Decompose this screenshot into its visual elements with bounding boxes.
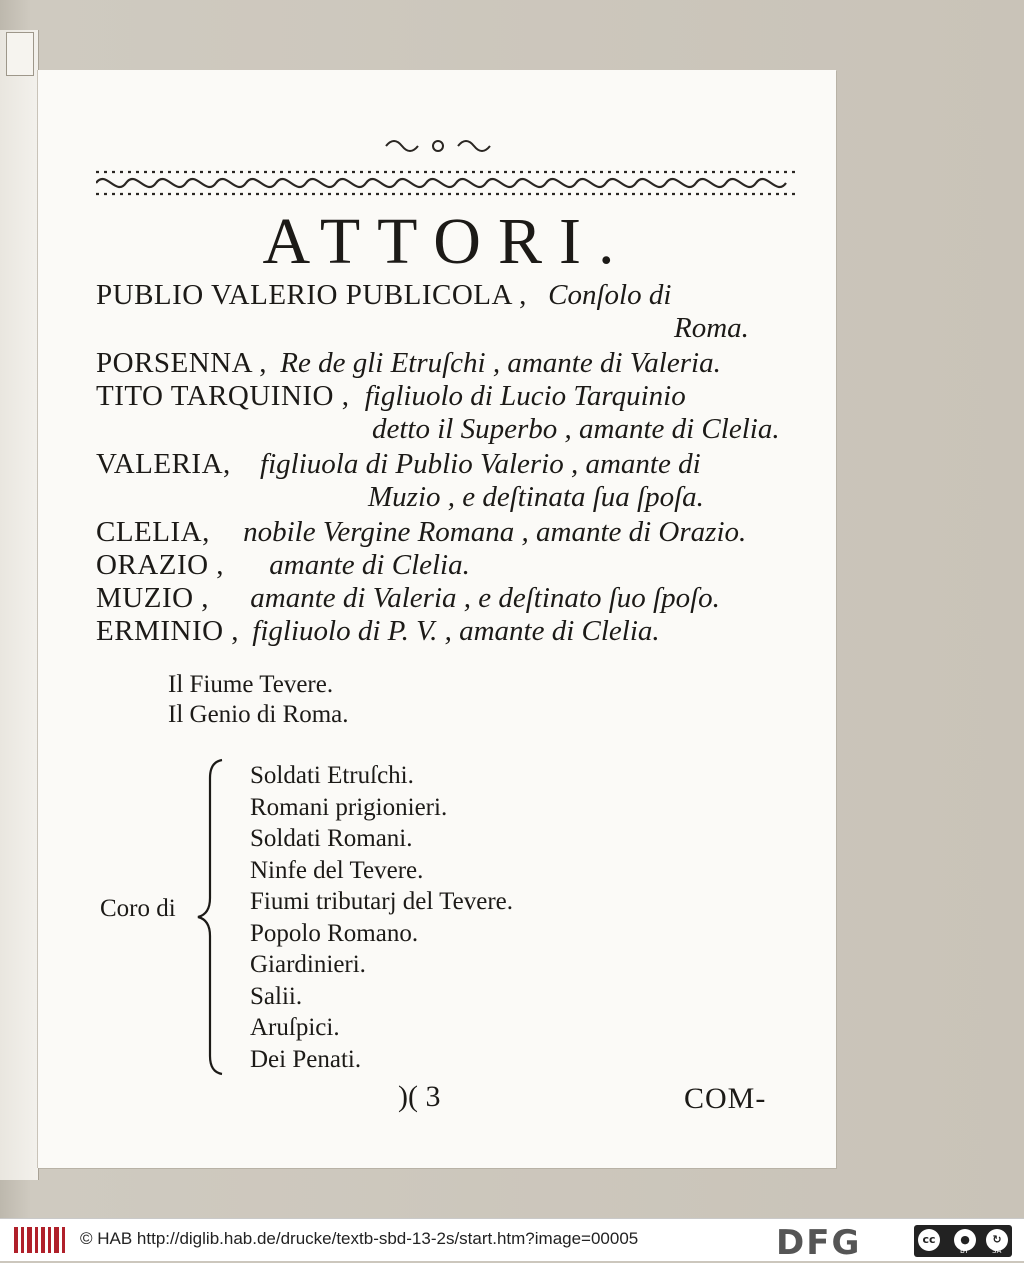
cast-description: detto il Superbo , amante di Clelia. xyxy=(372,413,780,445)
catchword: COM- xyxy=(684,1082,767,1115)
chorus-item: Salii. xyxy=(250,982,303,1010)
cast-name: PORSENNA , xyxy=(96,347,267,379)
extra-character: Il Fiume Tevere. xyxy=(168,671,334,698)
cast-entry xyxy=(96,515,746,549)
cast-name: TITO TARQUINIO , xyxy=(96,380,350,412)
cast-entry xyxy=(96,447,701,481)
cast-description: Roma. xyxy=(674,312,749,344)
chorus-item: Soldati Etruſchi. xyxy=(250,762,414,789)
curly-brace xyxy=(196,758,226,1076)
chorus-item: Giardinieri. xyxy=(250,951,366,978)
cast-entry xyxy=(372,412,780,446)
cast-description: amante di Clelia. xyxy=(269,549,470,581)
page-title: ATTORI. xyxy=(262,205,632,278)
sa-icon: ↻ xyxy=(986,1229,1008,1251)
previous-page-edge xyxy=(0,30,39,1180)
cast-entry xyxy=(96,278,671,312)
chorus-item: Popolo Romano. xyxy=(250,919,419,947)
headpiece-ornament-small xyxy=(378,132,498,160)
chorus-item: Fiumi tributarj del Tevere. xyxy=(250,888,514,915)
chorus-item: Romani prigionieri. xyxy=(250,793,448,821)
by-icon: ● xyxy=(954,1229,976,1251)
headpiece-ornament-band xyxy=(96,166,796,200)
cast-name: VALERIA, xyxy=(96,448,231,480)
cast-description: figliuolo di P. V. , amante di Clelia. xyxy=(252,615,660,647)
hab-logo-icon[interactable] xyxy=(14,1225,70,1255)
chorus-item: Ninfe del Tevere. xyxy=(250,856,424,884)
book-page xyxy=(38,70,836,1168)
cast-entry xyxy=(674,311,749,345)
dfg-logo[interactable]: DFG xyxy=(776,1223,862,1263)
extra-character: Il Genio di Roma. xyxy=(168,701,349,728)
cast-description: Muzio , e deſtinata ſua ſpoſa. xyxy=(368,481,704,513)
cast-entry xyxy=(96,548,470,582)
cast-name: MUZIO , xyxy=(96,582,210,614)
cast-name: CLELIA, xyxy=(96,516,210,548)
cast-description: figliuolo di Lucio Tarquinio xyxy=(364,380,686,412)
sa-label: SA xyxy=(992,1247,1002,1255)
source-credit-link[interactable]: © HAB http://diglib.hab.de/drucke/textb-sbd-13-2s/start.htm?image=00005 xyxy=(80,1229,639,1248)
cast-description: figliuola di Publio Valerio , amante di xyxy=(260,448,701,480)
page-tab xyxy=(6,32,34,76)
chorus-item: Soldati Romani. xyxy=(250,825,413,852)
by-label: BY xyxy=(960,1247,969,1255)
cc-license-badge[interactable] xyxy=(914,1225,1012,1257)
cast-name: ERMINIO , xyxy=(96,615,240,647)
cast-entry xyxy=(96,346,721,380)
cast-entry xyxy=(96,581,720,615)
cast-name: ORAZIO , xyxy=(96,549,225,581)
cast-description: nobile Vergine Romana , amante di Orazio. xyxy=(243,516,747,548)
cast-description: amante di Valeria , e deſtinato ſuo ſpoſo. xyxy=(250,582,720,614)
cast-entry xyxy=(96,614,660,648)
cc-icon: cc xyxy=(918,1229,940,1251)
chorus-item: Dei Penati. xyxy=(250,1045,362,1073)
page-number: )( 3 xyxy=(398,1080,441,1113)
cast-entry xyxy=(368,480,704,514)
cast-name: PUBLIO VALERIO PUBLICOLA , xyxy=(96,279,527,311)
viewer-footer xyxy=(0,1218,1024,1261)
cast-description: Conſolo di xyxy=(548,279,672,311)
cast-description: Re de gli Etruſchi , amante di Valeria. xyxy=(280,347,721,379)
cast-entry xyxy=(96,379,686,413)
chorus-item: Aruſpici. xyxy=(250,1014,340,1041)
chorus-label: Coro di xyxy=(100,895,176,922)
